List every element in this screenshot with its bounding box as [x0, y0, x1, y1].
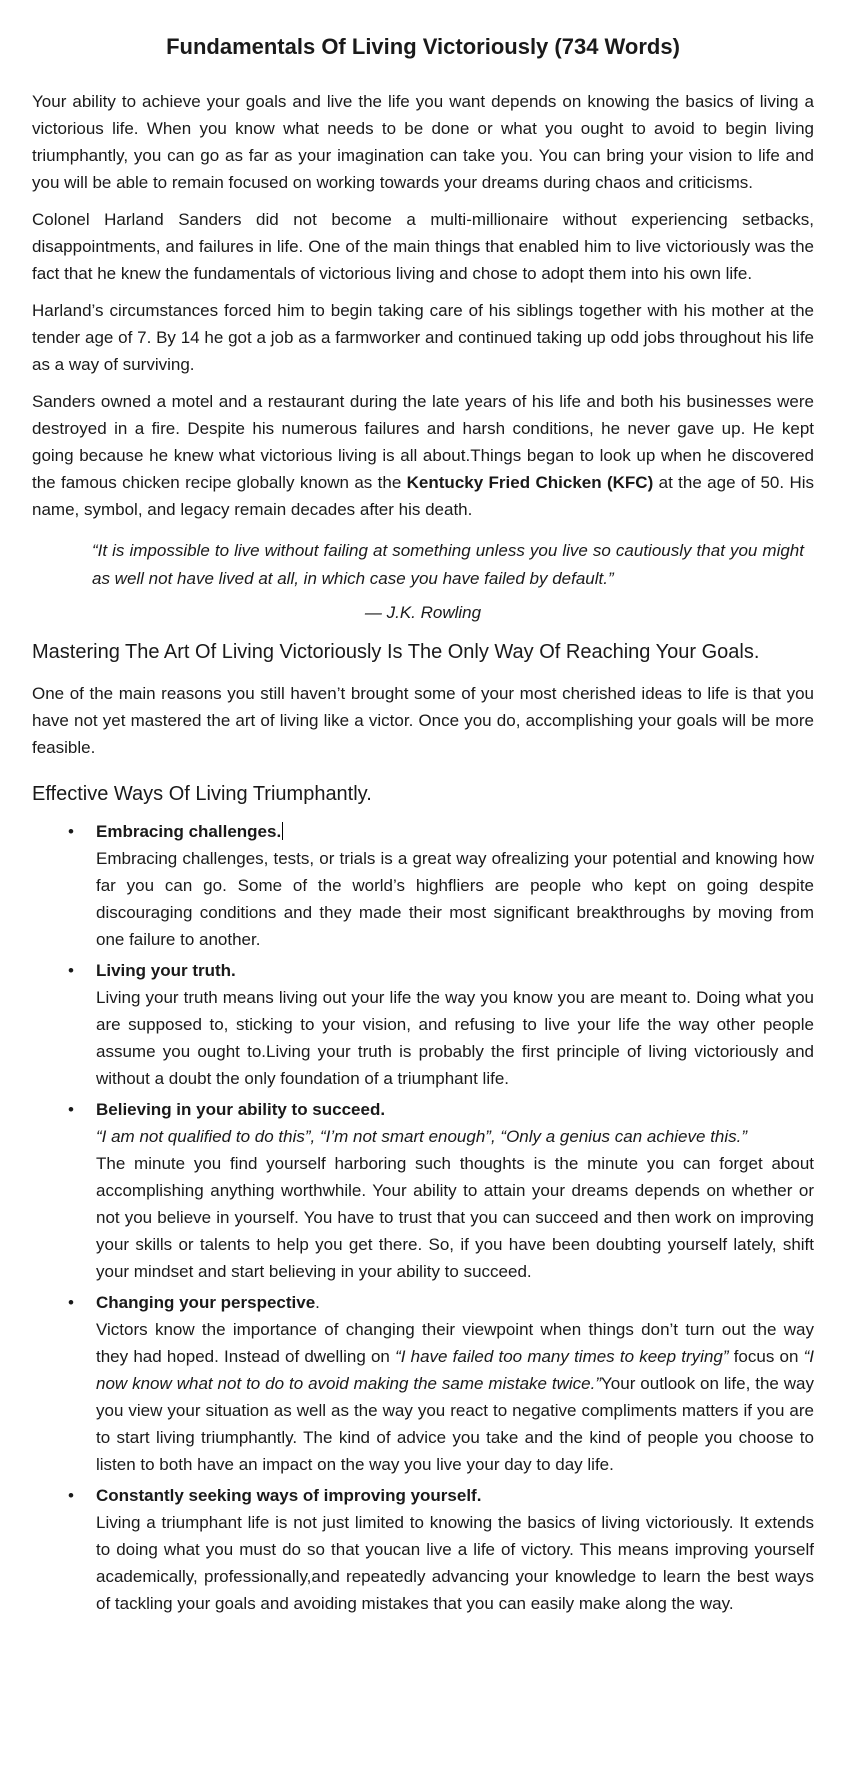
bullet-icon: •	[68, 1293, 74, 1313]
bullet-icon: •	[68, 961, 74, 981]
section-heading-mastering: Mastering The Art Of Living Victoriously Is The Only Way Of Reaching Your Goals.	[32, 641, 760, 664]
list-item	[32, 1289, 814, 1478]
list-item-text: Victors know the importance of changing their viewpoint when things don’t turn out the way they had hoped. Instead of dwelling on “I have failed too many times to keep trying” focus on “I now know what not to do to avoid making the same mistake twice.”Your outlook on life, the way you view your situation as well as the way you react to negative compliments matters if you are to start living triumphantly. The kind of advice you take and the kind of people you choose to listen to both have an impact on the way you live your day to day life.	[96, 1320, 814, 1475]
intro-paragraph-1: Your ability to achieve your goals and live the life you want depends on knowing the basics of living a victorious life. When you know what needs to be done or what you ought to avoid to begin living triumphantly, you can go as far as your imagination can take you. You can bring your vision to life and you will be able to remain focused on working towards your dreams during chaos and criticisms.	[32, 92, 814, 193]
inline-quote: “I now know what not to do to avoid making the same mistake twice.”	[96, 1347, 814, 1394]
list-item-text: The minute you find yourself harboring such thoughts is the minute you can forget about accomplishing anything worthwhile. Your ability to attain your dreams depends on whether or not you believe in yourself. You have to trust that you can succeed and then work on improving your skills or talents to help you get there. So, if you have been doubting yourself lately, shift your mindset and start believing in your ability to succeed.	[96, 1154, 814, 1282]
list-item	[32, 1096, 814, 1285]
bullet-icon: •	[68, 822, 74, 842]
intro-paragraph-2: Colonel Harland Sanders did not become a multi-millionaire without experiencing setbacks, disappointments, and failures in life. One of the main things that enabled him to live victoriously was the fact that he knew the fundamentals of victorious living and chose to adopt them into his own life.	[32, 210, 814, 284]
sanders-text-after: at the age of 50. His name, symbol, and legacy remain decades after his death.	[32, 473, 814, 520]
list-item-title: Constantly seeking ways of improving yourself.	[96, 1486, 482, 1506]
list-item-title: Believing in your ability to succeed.	[96, 1100, 386, 1120]
bullet-icon: •	[68, 1486, 74, 1506]
list-item-text: Living a triumphant life is not just limited to knowing the basics of living victoriously. It extends to doing what you must do so that youcan live a life of victory. This means improving yourself academically, professionally,and repeatedly advancing your knowledge to learn the best ways of tackling your goals and avoiding mistakes that you can easily make along the way.	[96, 1513, 814, 1614]
mastering-paragraph: One of the main reasons you still haven’t brought some of your most cherished ideas to life is that you have not yet mastered the art of living like a victor. Once you do, accomplishing your goals will be more feasible.	[32, 684, 814, 758]
list-item-text: Living your truth means living out your life the way you know you are meant to. Doing what you are supposed to, sticking to your vision, and refusing to live your life the way other people assume you ought to.Living your truth is probably the first principle of living victoriously and without a doubt the only foundation of a triumphant life.	[96, 988, 814, 1089]
kfc-bold-text: Kentucky Fried Chicken (KFC)	[406, 473, 654, 493]
list-item-title: Embracing challenges.	[96, 822, 282, 842]
list-item	[32, 957, 814, 1092]
inline-quote: “I have failed too many times to keep trying”	[395, 1347, 729, 1367]
list-item-quote: “I am not qualified to do this”, “I’m not smart enough”, “Only a genius can achieve this.”	[96, 1127, 748, 1147]
list-item	[32, 818, 814, 953]
list-item-title: Changing your perspective.	[96, 1293, 320, 1313]
list-item-title: Living your truth.	[96, 961, 236, 981]
bullet-icon: •	[68, 1100, 74, 1120]
document-title: Fundamentals Of Living Victoriously (734 Words)	[166, 34, 680, 59]
ways-list	[32, 818, 814, 1617]
sanders-text-before: Sanders owned a motel and a restaurant during the late years of his life and both his businesses were destroyed in a fire. Despite his numerous failures and harsh conditions, he never gave up. He kept going because he knew what victorious living is all about.Things began to look up when he discovered the famous chicken recipe globally known as the	[32, 392, 814, 493]
quote-attribution: — J.K. Rowling	[364, 603, 482, 623]
list-item-text: Embracing challenges, tests, or trials is a great way ofrealizing your potential and knowing how far you can go. Some of the world’s highfliers are people who kept on going despite discouraging conditions and they made their most significant breakthroughs by moving from one failure to another.	[96, 849, 814, 950]
list-item	[32, 1482, 814, 1617]
sanders-paragraph	[32, 388, 814, 523]
text-cursor	[282, 822, 283, 840]
section-heading-effective-ways: Effective Ways Of Living Triumphantly.	[32, 783, 372, 806]
intro-paragraph-3: Harland’s circumstances forced him to begin taking care of his siblings together with his mother at the tender age of 7. By 14 he got a job as a farmworker and continued taking up odd jobs throughout his life as a way of surviving.	[32, 301, 814, 375]
block-quote: “It is impossible to live without failing at something unless you live so cautiously that you might as well not have lived at all, in which case you have failed by default.”	[92, 541, 804, 589]
